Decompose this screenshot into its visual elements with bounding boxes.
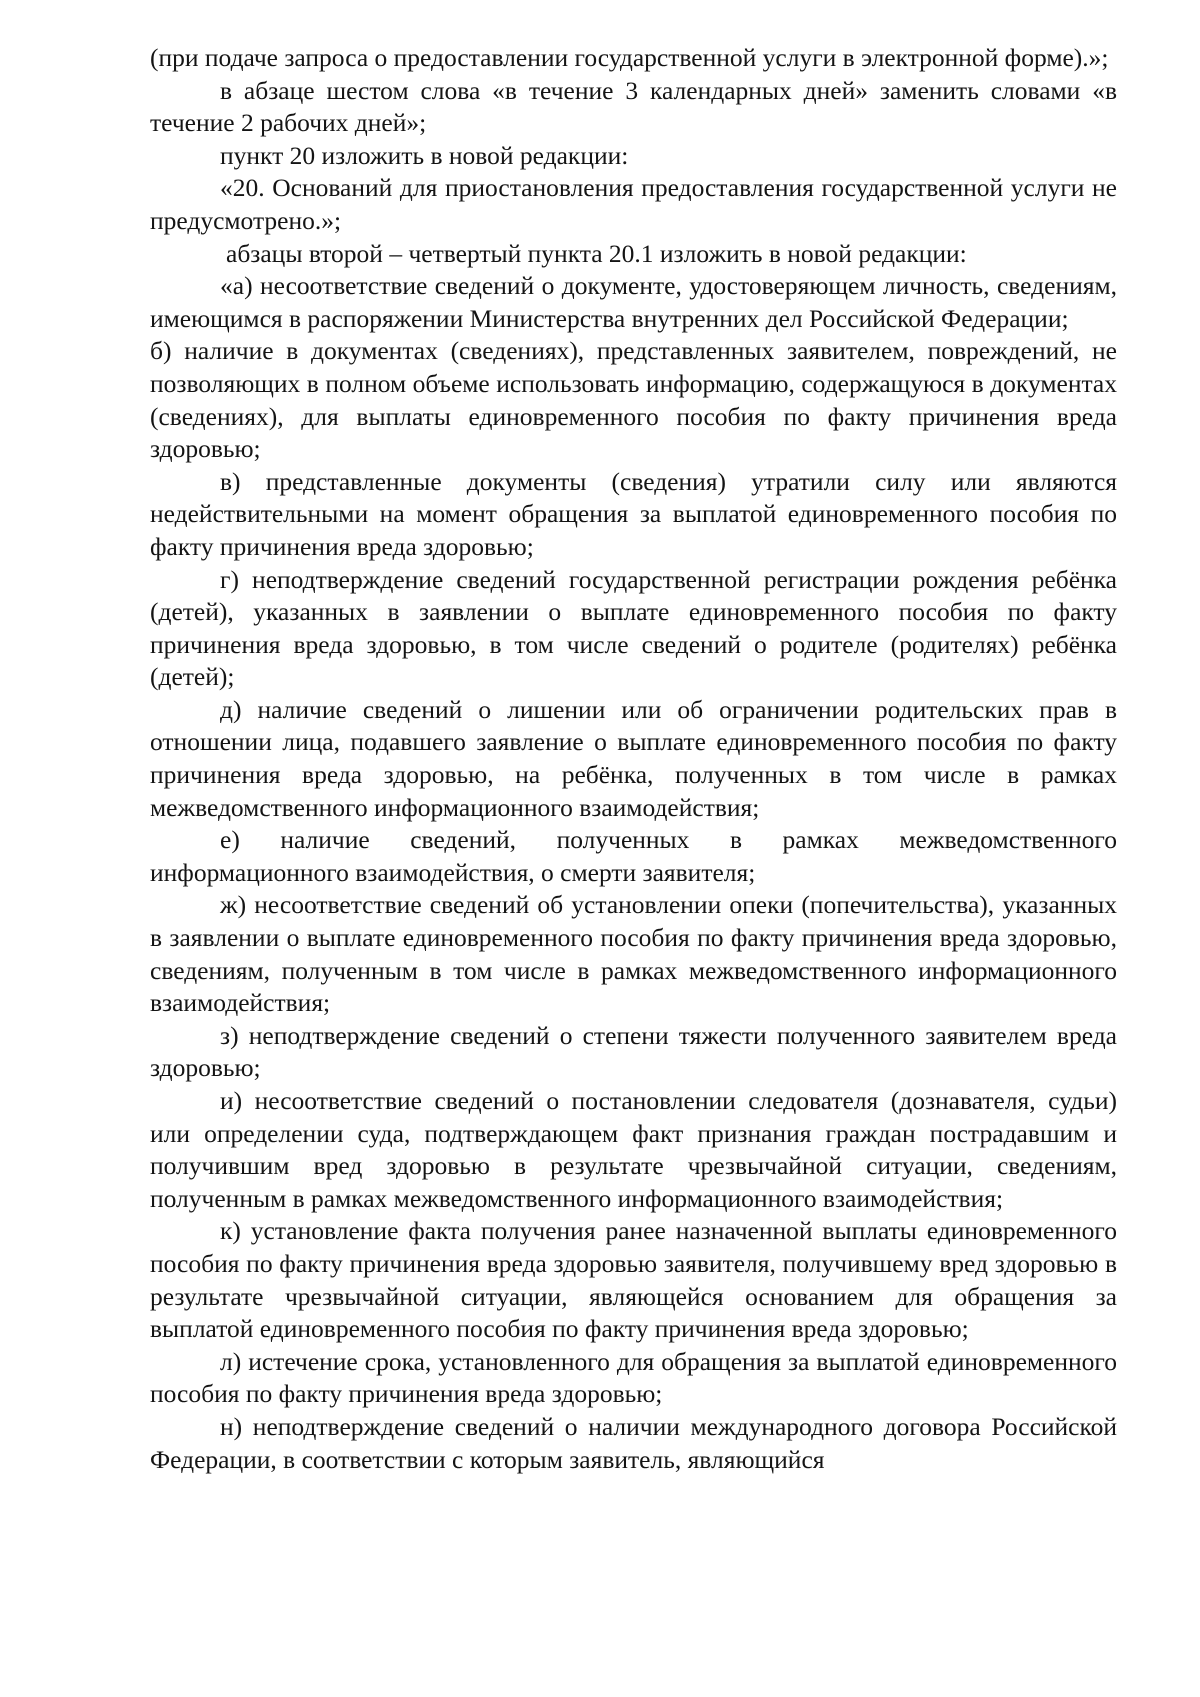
list-item-n: н) неподтверждение сведений о наличии международного договора Российской Федерации, в соответствии с которым заявитель, являющийся	[150, 1411, 1117, 1474]
list-item-z: з) неподтверждение сведений о степени тяжести полученного заявителем вреда здоровью;	[150, 1020, 1117, 1083]
paragraph-amendment-6: в абзаце шестом слова «в течение 3 календарных дней» заменить словами «в течение 2 рабочих дней»;	[150, 75, 1117, 138]
paragraph-point-20-text: «20. Оснований для приостановления предоставления государственной услуги не предусмотрено.»;	[150, 173, 1117, 235]
list-item-l: л) истечение срока, установленного для обращения за выплатой единовременного пособия по факту причинения вреда здоровью;	[150, 1346, 1117, 1409]
list-item-i: и) несоответствие сведений о постановлении следователя (дознавателя, судьи) или определении суда, подтверждающем факт признания граждан пострадавшим и получившим вред здоровью в результате чрезвычайной ситуации, сведениям, полученным в рамках межведомственного информационного взаимодействия;	[150, 1086, 1117, 1213]
list-item-v: в) представленные документы (сведения) утратили силу или являются недействительными на момент обращения за выплатой единовременного пособия по факту причинения вреда здоровью;	[150, 466, 1117, 561]
paragraph-point-20-intro: пункт 20 изложить в новой редакции:	[220, 140, 629, 170]
list-item-zh: ж) несоответствие сведений об установлении опеки (попечительства), указанных в заявлении о выплате единовременного пособия по факту причинения вреда здоровью, сведениям, полученным в том числе в рамках межведомственного информационного взаимодействия;	[150, 890, 1117, 1018]
list-item-d: д) наличие сведений о лишении или об ограничении родительских прав в отношении лица, подавшего заявление о выплате единовременного пособия по факту причинения вреда здоровью, на ребёнка, полученных в том числе в рамках межведомственного информационного взаимодействия;	[150, 694, 1117, 822]
list-item-k: к) установление факта получения ранее назначенной выплаты единовременного пособия по факту причинения вреда здоровью заявителя, получившему вред здоровью в результате чрезвычайной ситуации, являющейся основанием для обращения за выплатой единовременного пособия по факту причинения вреда здоровью;	[150, 1216, 1117, 1344]
list-item-g: г) неподтверждение сведений государственной регистрации рождения ребёнка (детей), указанных в заявлении о выплате единовременного пособия по факту причинения вреда здоровью, в том числе сведений о родителе (родителях) ребёнка (детей);	[150, 564, 1117, 692]
list-item-e: е) наличие сведений, полученных в рамках межведомственного информационного взаимодействия, о смерти заявителя;	[150, 825, 1117, 887]
list-item-a: «а) несоответствие сведений о документе, удостоверяющем личность, сведениям, имеющимся в распоряжении Министерства внутренних дел Российской Федерации;	[150, 271, 1117, 333]
paragraph-point-20-1-intro: абзацы второй – четвертый пункта 20.1 изложить в новой редакции:	[226, 238, 967, 268]
document-page	[150, 42, 1117, 1476]
list-item-b: б) наличие в документах (сведениях), представленных заявителем, повреждений, не позволяющих в полном объеме использовать информацию, содержащуюся в документах (сведениях), для выплаты единовременного пособия по факту причинения вреда здоровью;	[150, 336, 1117, 464]
paragraph-continuation: (при подаче запроса о предоставлении государственной услуги в электронной форме).»;	[150, 43, 1109, 72]
